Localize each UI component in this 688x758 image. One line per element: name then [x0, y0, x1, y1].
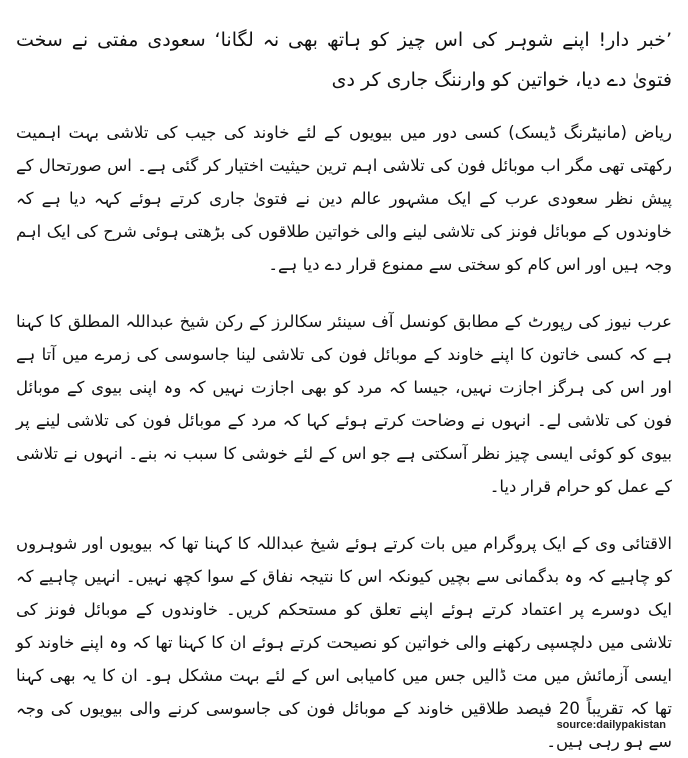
article-paragraph-2: عرب نیوز کی رپورٹ کے مطابق کونسل آف سینئر سکالرز کے رکن شیخ عبداللہ المطلق کا کہنا ہے کہ کسی خاتون کا اپنے خاوند کے موبائل فون کی تلاشی لینا جاسوسی کی زمرے میں آتا ہے اور اس کی ہرگز اجازت نہیں، جیسا کہ مرد کو بھی اجازت نہیں کہ وہ اپنی بیوی کے موبائل فون کی تلاشی لے۔ انہوں نے وضاحت کرتے ہوئے کہا کہ مرد کے موبائل فون کی تلاشی لینے پر بیوی کو کوئی ایسی چیز نظر آسکتی ہے جو اس کے لئے خوشی کا سبب نہ بنے۔ انہوں نے تلاشی کے عمل کو حرام قرار دیا۔	[16, 312, 672, 496]
article-paragraph-1: ریاض (مانیٹرنگ ڈیسک) کسی دور میں بیویوں کے لئے خاوند کی جیب کی تلاشی بہت اہمیت رکھتی تھی مگر اب موبائل فون کی تلاشی اہم ترین حیثیت اختیار کر گئی ہے۔ اس صورتحال کے پیش نظر سعودی عرب کے ایک مشہور عالم دین نے فتویٰ جاری کرتے ہوئے کہہ دیا ہے کہ خاوندوں کے موبائل فونز کی تلاشی لینے والی خواتین طلاقوں کی بڑھتی ہوئی شرح کی ایک اہم وجہ ہیں اور اس کام کو سختی سے ممنوع قرار دے دیا ہے۔	[16, 123, 672, 274]
article	[12, 0, 676, 751]
source-credit: source:dailypakistan	[556, 719, 666, 731]
article-paragraph-3: الاقتائی وی کے ایک پروگرام میں بات کرتے ہوئے شیخ عبداللہ کا کہنا تھا کہ بیویوں اور شوہروں کو چاہیے کہ وہ بدگمانی سے بچیں کیونکہ اس کا نتیجہ نفاق کے سوا کچھ نہیں۔ انہیں چاہیے کہ ایک دوسرے پر اعتماد کرتے ہوئے اپنے تعلق کو مستحکم کریں۔ خاوندوں کے موبائل فونز کی تلاشی میں دلچسپی رکھنے والی خواتین کو نصیحت کرتے ہوئے ان کا کہنا تھا کہ وہ اپنے خاوند کو ایسی آزمائش میں مت ڈالیں جس میں کامیابی اس کے لئے بہت مشکل ہو۔ ان کا یہ بھی کہنا تھا کہ تقریباً 20 فیصد طلاقیں خاوند کے موبائل فون کی جاسوسی کرنے والی بیویوں کی وجہ سے ہو رہی ہیں۔	[16, 534, 672, 751]
article-headline: ’خبر دار! اپنے شوہر کی اس چیز کو ہاتھ بھی نہ لگانا‘ سعودی مفتی نے سخت فتویٰ دے دیا، خواتین کو وارننگ جاری کر دی	[16, 29, 672, 91]
